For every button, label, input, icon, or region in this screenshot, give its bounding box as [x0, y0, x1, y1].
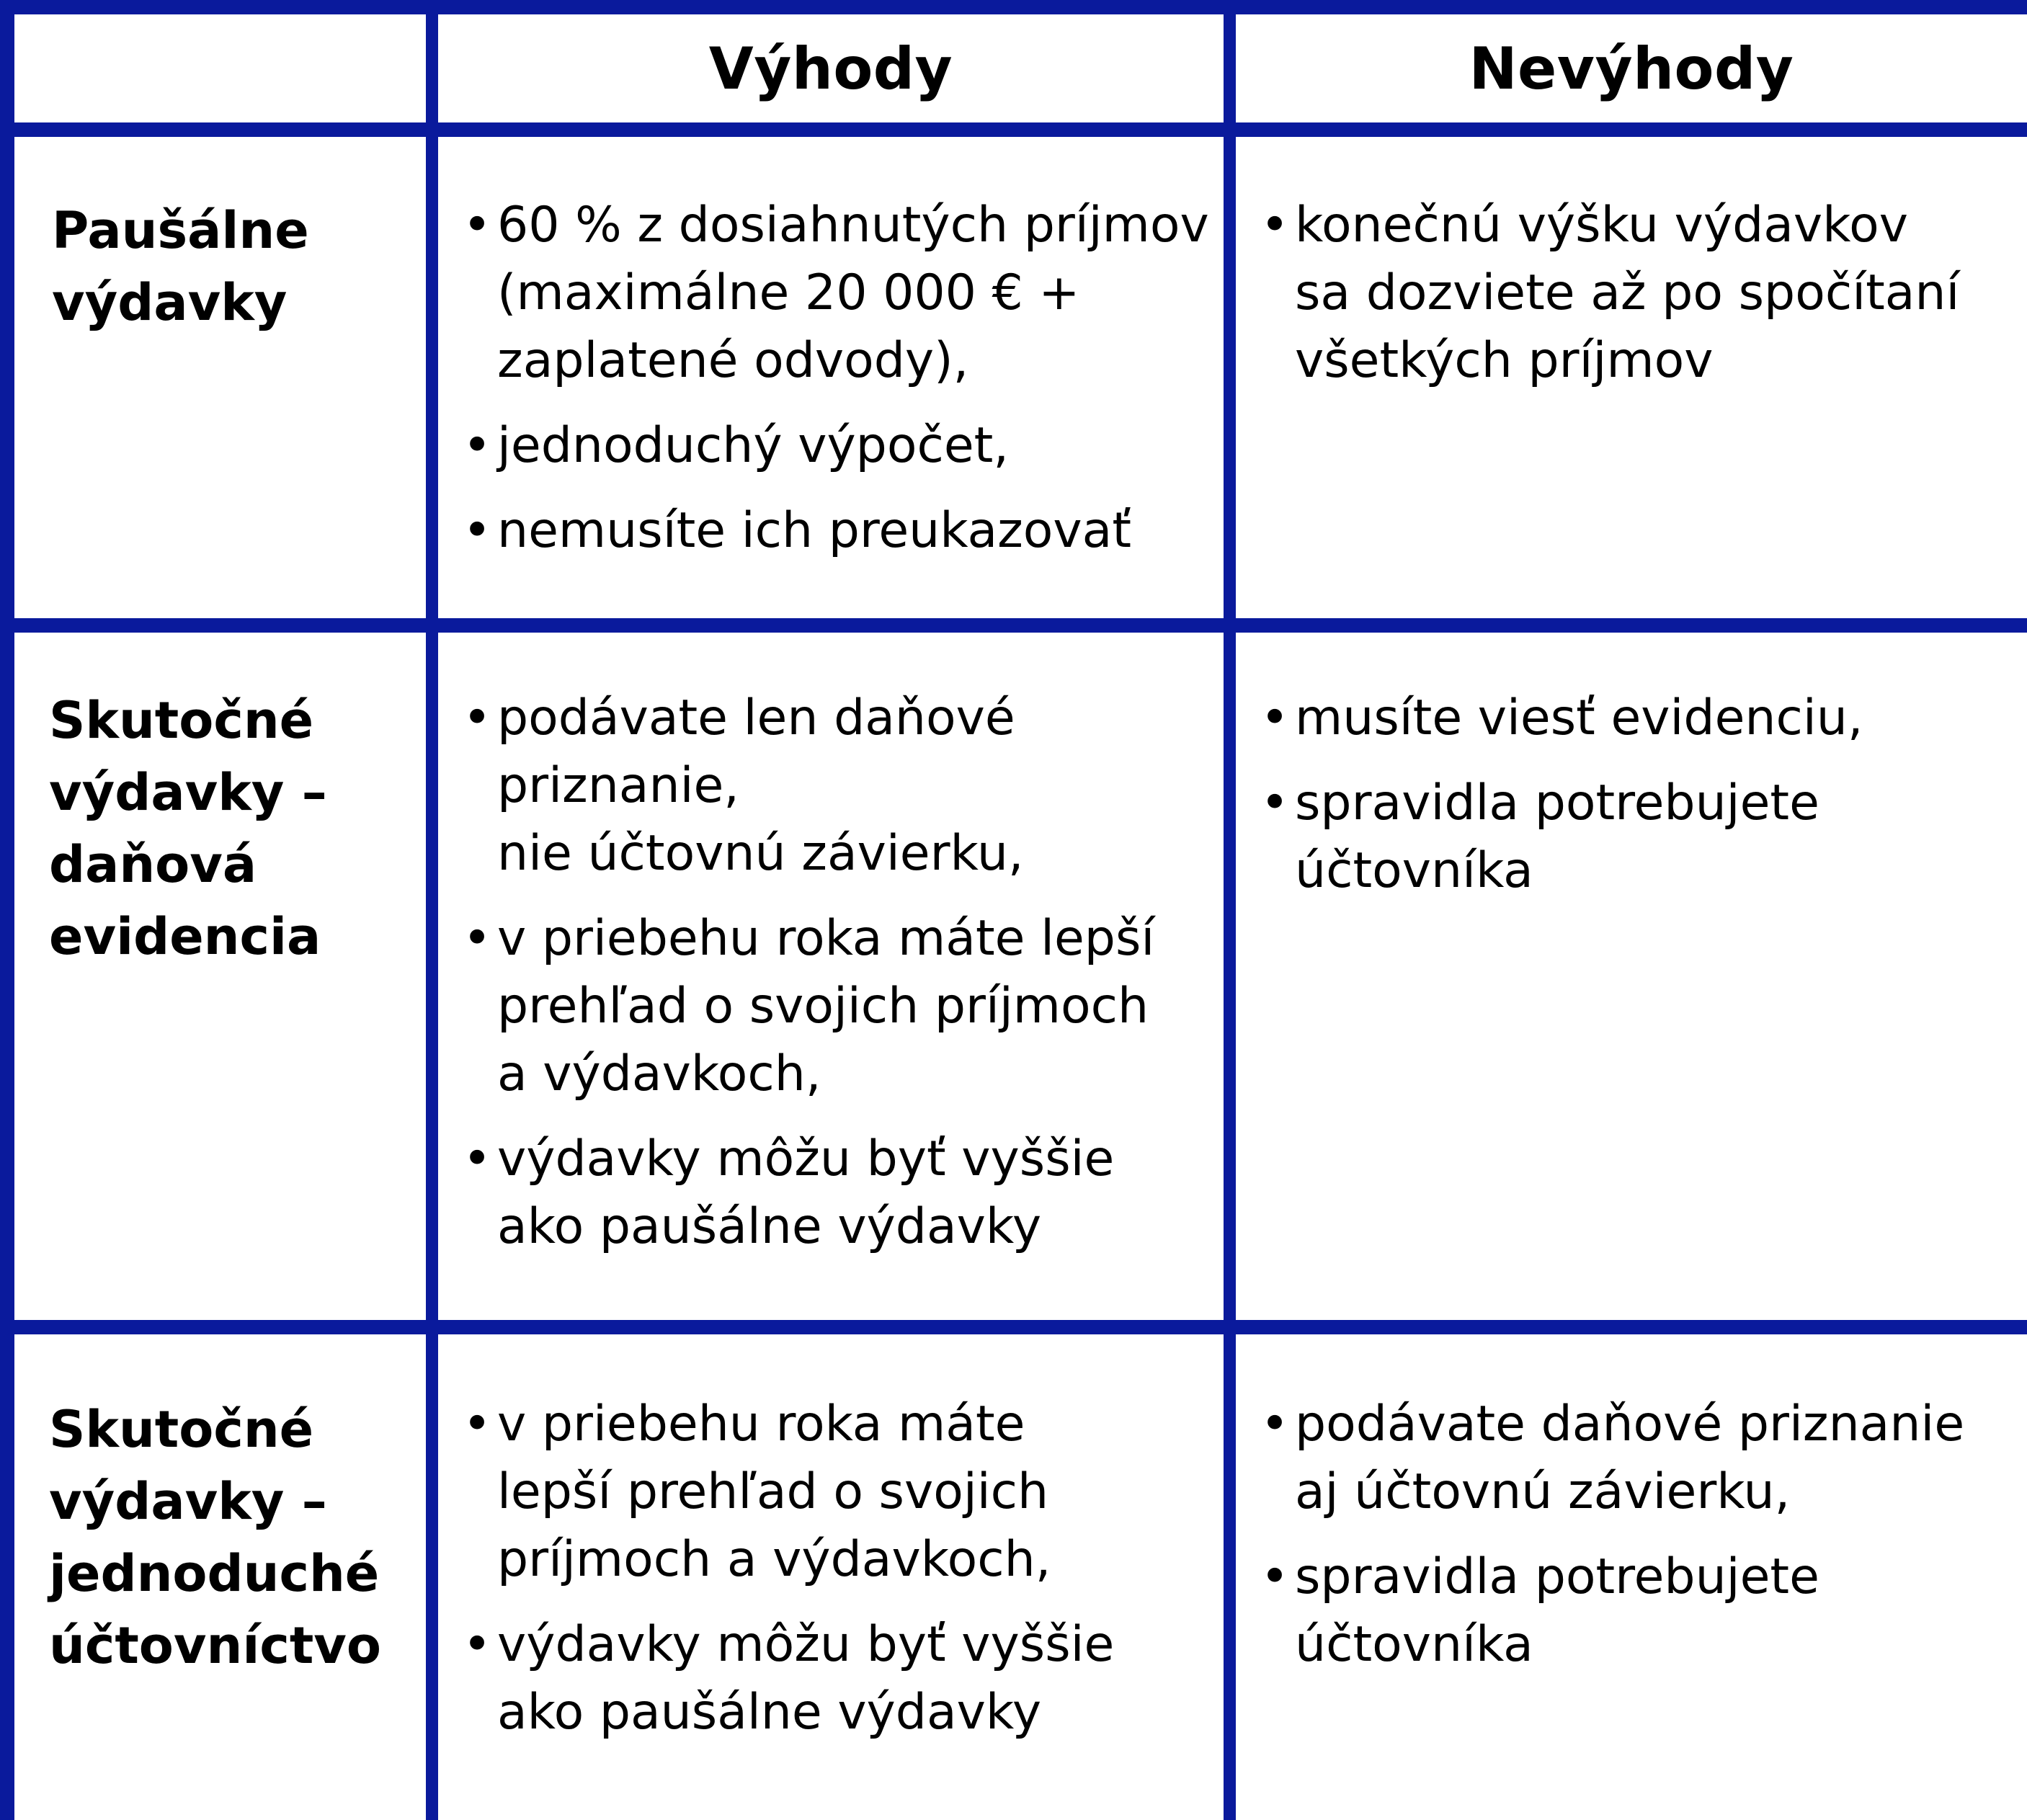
header-pros-label: Výhody [708, 35, 953, 102]
row-simple-accounting-cons [1236, 1334, 2027, 1820]
row-flat-rate-cons [1236, 137, 2027, 618]
row-simple-accounting-pros [438, 1334, 1224, 1820]
list-item: • výdavky môžu byť vyššie ako paušálne výdavky [458, 1125, 1224, 1261]
bullet-icon: • [463, 417, 492, 474]
row-tax-records-pros [438, 633, 1224, 1320]
list-item: • podávate len daňové priznanie, nie účtovnú závierku, [458, 684, 1224, 888]
list-item: • 60 % z dosiahnutých príjmov (maximálne 20 000 € + zaplatené odvody), [458, 192, 1224, 395]
list-item: • spravidla potrebujete účtovníka [1256, 1543, 2027, 1679]
bullet-icon: • [1260, 690, 1290, 746]
list-item: • musíte viesť evidenciu, [1256, 684, 2027, 752]
bullet-icon: • [463, 690, 492, 746]
bullet-icon: • [1260, 1548, 1290, 1605]
list-item: • spravidla potrebujete účtovníka [1256, 770, 2027, 905]
list-item: • v priebehu roka máte lepší prehľad o svojich príjmoch a výdavkoch, [458, 905, 1224, 1108]
row-label-simple-accounting: Skutočné výdavky – jednoduché účtovníctvo [14, 1334, 426, 1820]
list-item: • nemusíte ich preukazovať [458, 497, 1224, 565]
cons-list [1236, 633, 2027, 905]
bullet-icon: • [1260, 775, 1290, 831]
list-item: • podávate daňové priznanie aj účtovnú závierku, [1256, 1391, 2027, 1526]
bullet-icon: • [463, 910, 492, 967]
header-pros [438, 14, 1224, 122]
row-label-tax-records: Skutočné výdavky – daňová evidencia [14, 633, 426, 1320]
header-cons-label: Nevýhody [1469, 35, 1794, 102]
header-empty-cell [14, 14, 426, 122]
row-tax-records-cons [1236, 633, 2027, 1320]
pros-list [438, 633, 1224, 1261]
pros-list [438, 137, 1224, 565]
header-cons [1236, 14, 2027, 122]
row-flat-rate-pros [438, 137, 1224, 618]
pros-list [438, 1334, 1224, 1747]
bullet-icon: • [463, 197, 492, 254]
cons-list [1236, 137, 2027, 395]
cons-list [1236, 1334, 2027, 1679]
list-item: • výdavky môžu byť vyššie ako paušálne výdavky [458, 1611, 1224, 1747]
list-item: • konečnú výšku výdavkov sa dozviete až po spočítaní všetkých príjmov [1256, 192, 2027, 395]
list-item: • v priebehu roka máte lepší prehľad o svojich príjmoch a výdavkoch, [458, 1391, 1224, 1594]
bullet-icon: • [1260, 1396, 1290, 1453]
bullet-icon: • [463, 502, 492, 559]
bullet-icon: • [1260, 197, 1290, 254]
bullet-icon: • [463, 1130, 492, 1187]
bullet-icon: • [463, 1616, 492, 1673]
row-label-flat-rate: Paušálne výdavky [14, 137, 426, 618]
bullet-icon: • [463, 1396, 492, 1453]
list-item: • jednoduchý výpočet, [458, 412, 1224, 480]
